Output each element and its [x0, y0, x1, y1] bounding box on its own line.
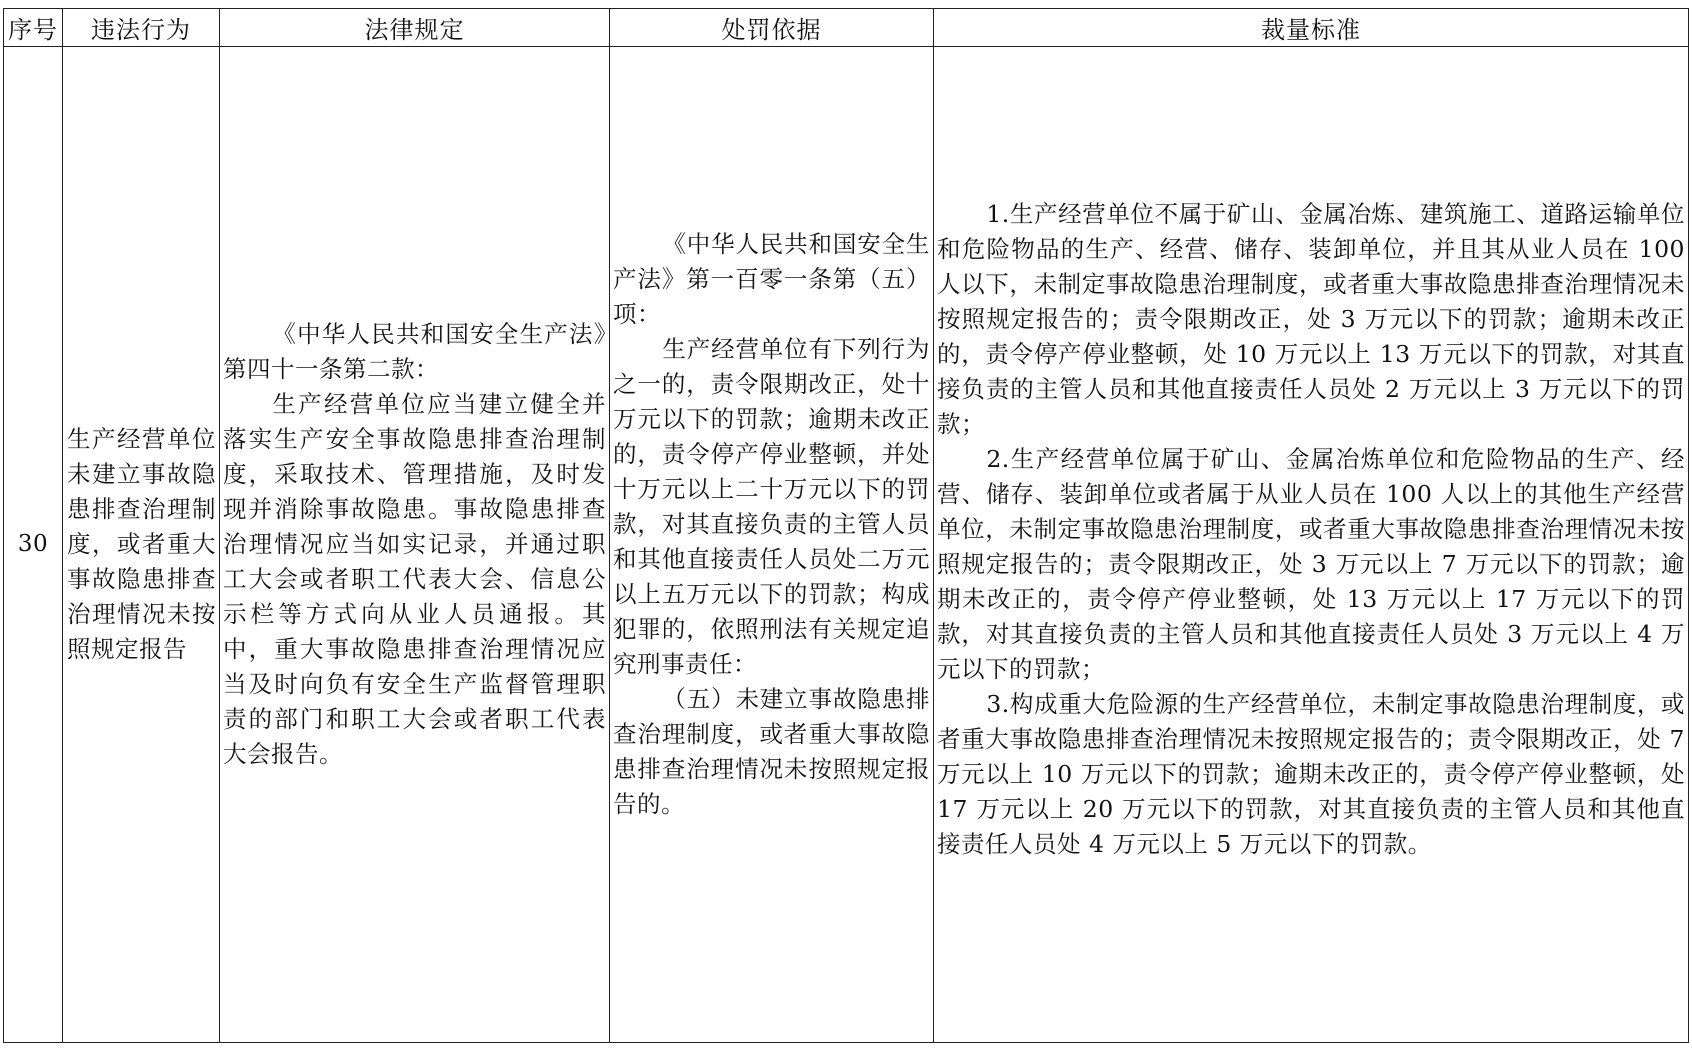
law-cell	[220, 47, 610, 1043]
law-citation: 《中华人民共和国安全生产法》第四十一条第二款：	[223, 320, 606, 383]
basis-cell	[610, 47, 934, 1043]
seq-number: 30	[17, 531, 49, 557]
table-row	[4, 47, 1689, 1043]
penalty-discretion-table	[3, 8, 1689, 1043]
header-seq: 序号	[4, 9, 63, 47]
basis-content	[610, 227, 933, 822]
basis-citation: 《中华人民共和国安全生产法》第一百零一条第（五）项：	[613, 230, 930, 328]
standard-cell	[934, 47, 1689, 1043]
header-standard: 裁量标准	[934, 9, 1689, 47]
seq-cell	[4, 47, 63, 1043]
law-content	[220, 317, 609, 772]
header-basis: 处罚依据	[610, 9, 934, 47]
basis-item: （五）未建立事故隐患排查治理制度，或者重大事故隐患排查治理情况未按照规定报告的。	[613, 685, 930, 818]
law-text: 生产经营单位应当建立健全并落实生产安全事故隐患排查治理制度，采取技术、管理措施，及时发现并消除事故隐患。事故隐患排查治理情况应当如实记录，并通过职工大会或者职工代表大会、信息公示栏等方式向从业人员通报。其中，重大事故隐患排查治理情况应当及时向负有安全生产监督管理职责的部门和职工大会或者职工代表大会报告。	[223, 390, 606, 768]
violation-cell	[63, 47, 220, 1043]
standard-item-2: 2.生产经营单位属于矿山、金属冶炼单位和危险物品的生产、经营、储存、装卸单位或者属于从业人员在 100 人以上的其他生产经营单位，未制定事故隐患治理制度，或者重大事故隐患排查治理情况未按照规定报告的；责令限期改正，处 3 万元以上 7 万元以下的罚款；逾期未改正的，责令停产停业整顿，处 13 万元以上 17 万元以下的罚款，对其直接负责的主管人员和其他直接责任人员处 3 万元以上 4 万元以下的罚款；	[937, 445, 1685, 683]
standard-content	[934, 197, 1688, 862]
header-row	[4, 9, 1689, 47]
standard-item-1: 1.生产经营单位不属于矿山、金属冶炼、建筑施工、道路运输单位和危险物品的生产、经营、储存、装卸单位，并且其从业人员在 100 人以下，未制定事故隐患治理制度，或者重大事故隐患排查治理情况未按照规定报告的；责令限期改正，处 3 万元以下的罚款；逾期未改正的，责令停产停业整顿，处 10 万元以上 13 万元以下的罚款，对其直接负责的主管人员和其他直接责任人员处 2 万元以上 3 万元以下的罚款；	[937, 200, 1685, 438]
header-violation: 违法行为	[63, 9, 220, 47]
violation-text: 生产经营单位未建立事故隐患排查治理制度，或者重大事故隐患排查治理情况未按照规定报告	[67, 425, 216, 663]
standard-item-3: 3.构成重大危险源的生产经营单位，未制定事故隐患治理制度，或者重大事故隐患排查治理情况未按照规定报告的；责令限期改正，处 7 万元以上 10 万元以下的罚款；逾期未改正的，责令停产停业整顿，处 17 万元以上 20 万元以下的罚款，对其直接负责的主管人员和其他直接责任人员处 4 万元以上 5 万元以下的罚款。	[937, 690, 1685, 858]
header-law: 法律规定	[220, 9, 610, 47]
basis-text: 生产经营单位有下列行为之一的，责令限期改正，处十万元以下的罚款；逾期未改正的，责令停产停业整顿，并处十万元以上二十万元以下的罚款，对其直接负责的主管人员和其他直接责任人员处二万元以上五万元以下的罚款；构成犯罪的，依照刑法有关规定追究刑事责任：	[613, 335, 930, 678]
